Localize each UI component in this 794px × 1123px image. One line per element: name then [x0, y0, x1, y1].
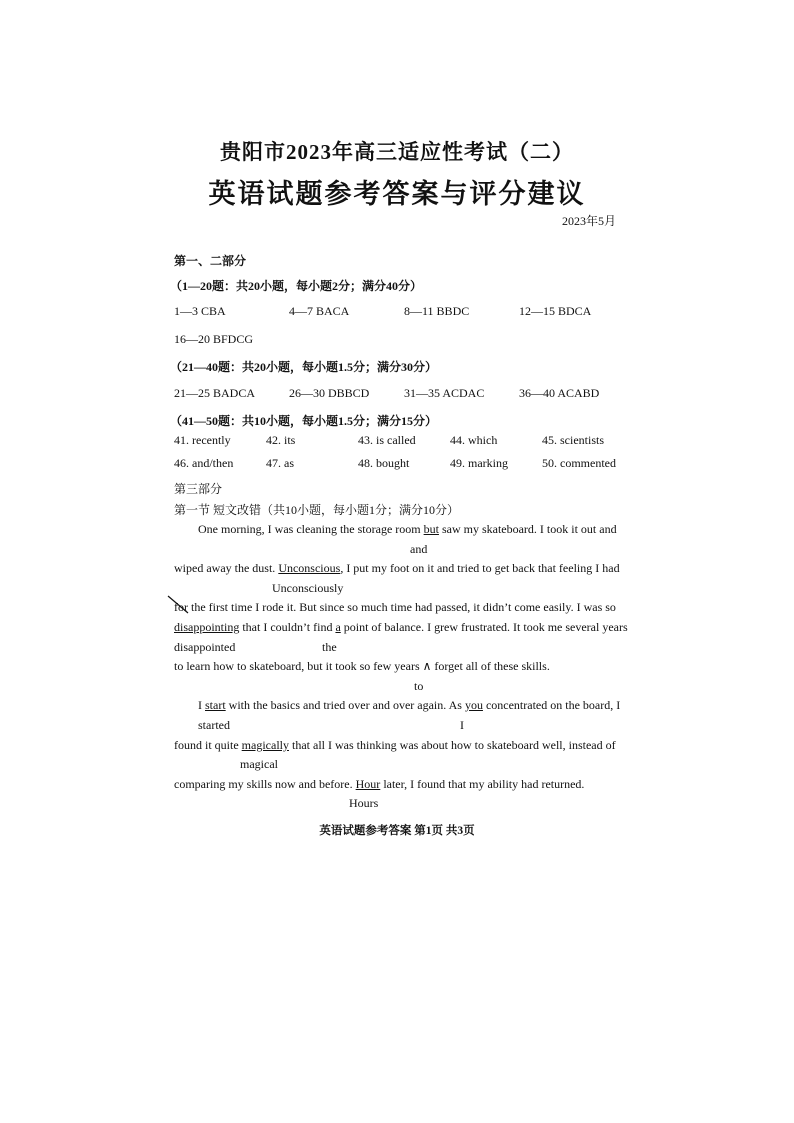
answer-1-3: 1—3 CBA — [174, 304, 226, 318]
correction-9: magical — [240, 757, 278, 771]
correction-7: started — [198, 718, 230, 732]
exam-title: 贵阳市2023年高三适应性考试（二） — [220, 140, 574, 164]
passage-line-5: to learn how to skateboard, but it took so few years ∧ forget all of these skills. — [174, 659, 550, 673]
passage-line-8: comparing my skills now and before. Hour later, I found that my ability had returned. — [174, 777, 585, 791]
answer-46: 46. and/then — [174, 456, 234, 470]
correction-10: Hours — [349, 796, 379, 810]
group2-note: （21—40题：共20小题，每小题1.5分；满分30分） — [170, 360, 438, 374]
answer-47: 47. as — [266, 456, 294, 470]
correction-6: to — [414, 679, 424, 693]
correction-5: the — [322, 640, 337, 654]
answer-48: 48. bought — [358, 456, 410, 470]
answer-16-20: 16—20 BFDCG — [174, 332, 254, 346]
passage-line-2: wiped away the dust. Unconscious, I put my foot on it and tried to get back that feeling I had — [174, 561, 620, 575]
part3-heading: 第三部分 — [174, 482, 223, 496]
error-word: a — [335, 620, 341, 634]
group3-note: （41—50题：共10小题，每小题1.5分；满分15分） — [170, 414, 438, 428]
answer-31-35: 31—35 ACDAC — [404, 386, 485, 400]
correction-8: I — [460, 718, 464, 732]
error-word: start — [205, 698, 226, 712]
answer-49: 49. marking — [450, 456, 508, 470]
answer-50: 50. commented — [542, 456, 616, 470]
passage-line-3: for the first time I rode it. But since so much time had passed, it didn’t come easily. I was so — [174, 600, 616, 614]
part12-heading: 第一、二部分 — [174, 254, 247, 268]
page-footer: 英语试题参考答案 第1页 共3页 — [319, 825, 475, 837]
answer-12-15: 12—15 BDCA — [519, 304, 592, 318]
answer-41: 41. recently — [174, 433, 231, 447]
group1-note: （1—20题：共20小题，每小题2分；满分40分） — [170, 279, 423, 293]
correction-2: Unconsciously — [272, 581, 344, 595]
answer-45: 45. scientists — [542, 433, 604, 447]
answer-4-7: 4—7 BACA — [289, 304, 350, 318]
error-word: Unconscious — [278, 561, 341, 575]
answer-8-11: 8—11 BBDC — [404, 304, 470, 318]
exam-date: 2023年5月 — [562, 214, 617, 228]
answer-44: 44. which — [450, 433, 498, 447]
correction-4: disappointed — [174, 640, 236, 654]
answer-36-40: 36—40 ACABD — [519, 386, 600, 400]
passage-line-6: I start with the basics and tried over and over again. As you concentrated on the board, I — [198, 698, 621, 712]
passage-line-7: found it quite magically that all I was thinking was about how to skateboard well, instead of — [174, 738, 616, 752]
answer-42: 42. its — [266, 433, 296, 447]
answer-26-30: 26—30 DBBCD — [289, 386, 370, 400]
section-title: 第一节 短文改错（共10小题，每小题1分；满分10分） — [174, 503, 460, 517]
passage-line-1: One morning, I was cleaning the storage room but saw my skateboard. I took it out and — [198, 522, 617, 536]
answer-21-25: 21—25 BADCA — [174, 386, 256, 400]
passage-line-4: disappointing that I couldn’t find a point of balance. I grew frustrated. It took me several years — [174, 620, 628, 634]
correction-1: and — [410, 542, 428, 556]
error-word: disappointing — [174, 620, 240, 634]
error-word: Hour — [355, 777, 381, 791]
answer-43: 43. is called — [358, 433, 416, 447]
answer-key-title: 英语试题参考答案与评分建议 — [208, 179, 586, 209]
error-word: you — [464, 698, 483, 712]
error-word: magically — [241, 738, 289, 752]
error-word: but — [423, 522, 439, 536]
